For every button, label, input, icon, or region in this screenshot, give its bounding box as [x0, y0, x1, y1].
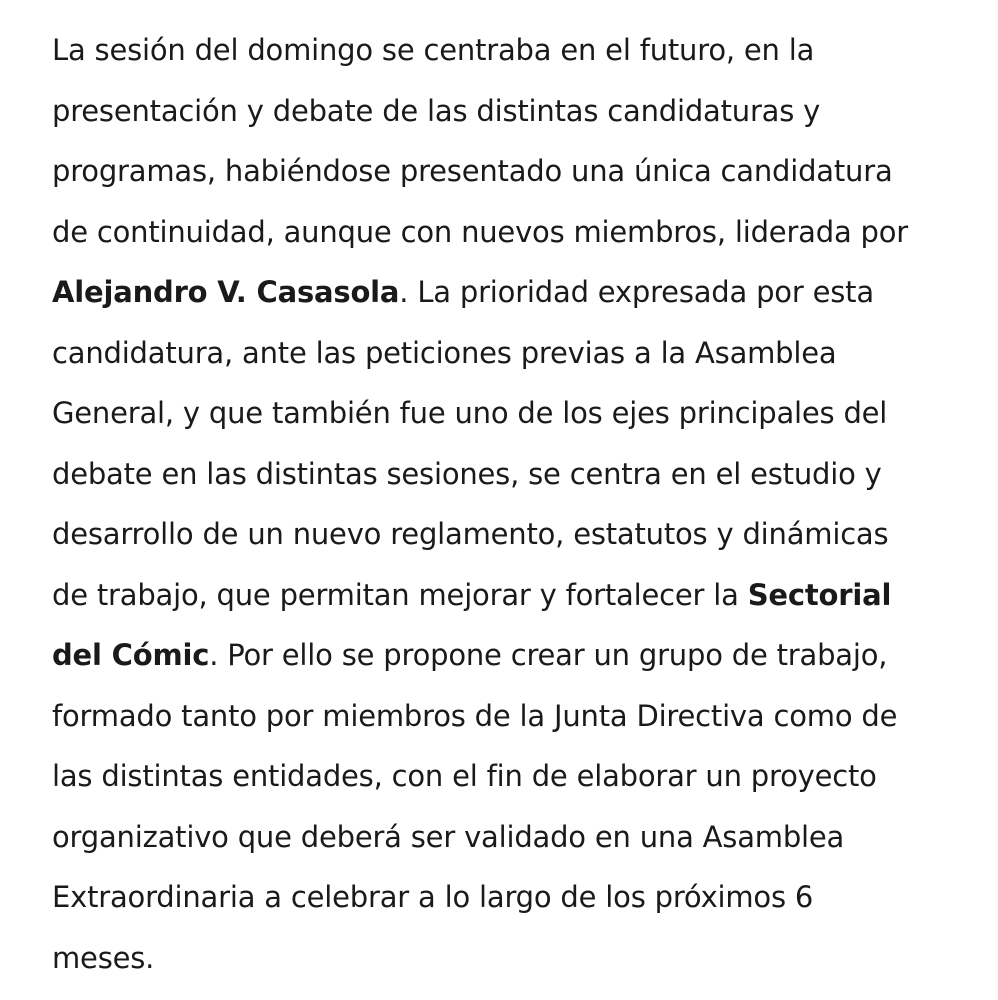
article-paragraph [52, 20, 972, 988]
text-line-13: las distintas entidades, con el fin de elaborar un proyecto [52, 759, 877, 793]
text-line-8: debate en las distintas sesiones, se centra en el estudio y [52, 456, 882, 491]
candidate-name: Alejandro V. Casasola [52, 275, 400, 309]
text-line-11-rest: . Por ello se propone crear un grupo de trabajo, [209, 638, 888, 672]
text-line-16: meses. [52, 940, 155, 975]
text-line-6: candidatura, ante las peticiones previas a la Asamblea [52, 335, 837, 370]
text-line-4: de continuidad, aunque con nuevos miembros, liderada por [52, 214, 909, 249]
text-line-2: presentación y debate de las distintas candidaturas y [52, 93, 821, 128]
text-line-7: General, y que también fue uno de los ejes principales del [52, 396, 888, 430]
text-line-14: organizativo que deberá ser validado en una Asamblea [52, 819, 845, 854]
text-line-3: programas, habiéndose presentado una única candidatura [52, 154, 893, 188]
article-body [52, 20, 972, 988]
text-line-9: desarrollo de un nuevo reglamento, estatutos y dinámicas [52, 517, 889, 551]
sectorial-name-part2: del Cómic [52, 638, 210, 672]
text-line-15: Extraordinaria a celebrar a lo largo de los próximos 6 [52, 880, 814, 914]
text-line-12: formado tanto por miembros de la Junta Directiva como de [52, 698, 898, 733]
text-line-10: de trabajo, que permitan mejorar y fortalecer la [52, 577, 748, 612]
text-line-1: La sesión del domingo se centraba en el futuro, en la [52, 33, 815, 67]
sectorial-name-part1: Sectorial [747, 577, 892, 612]
text-line-5-rest: . La prioridad expresada por esta [399, 275, 874, 309]
